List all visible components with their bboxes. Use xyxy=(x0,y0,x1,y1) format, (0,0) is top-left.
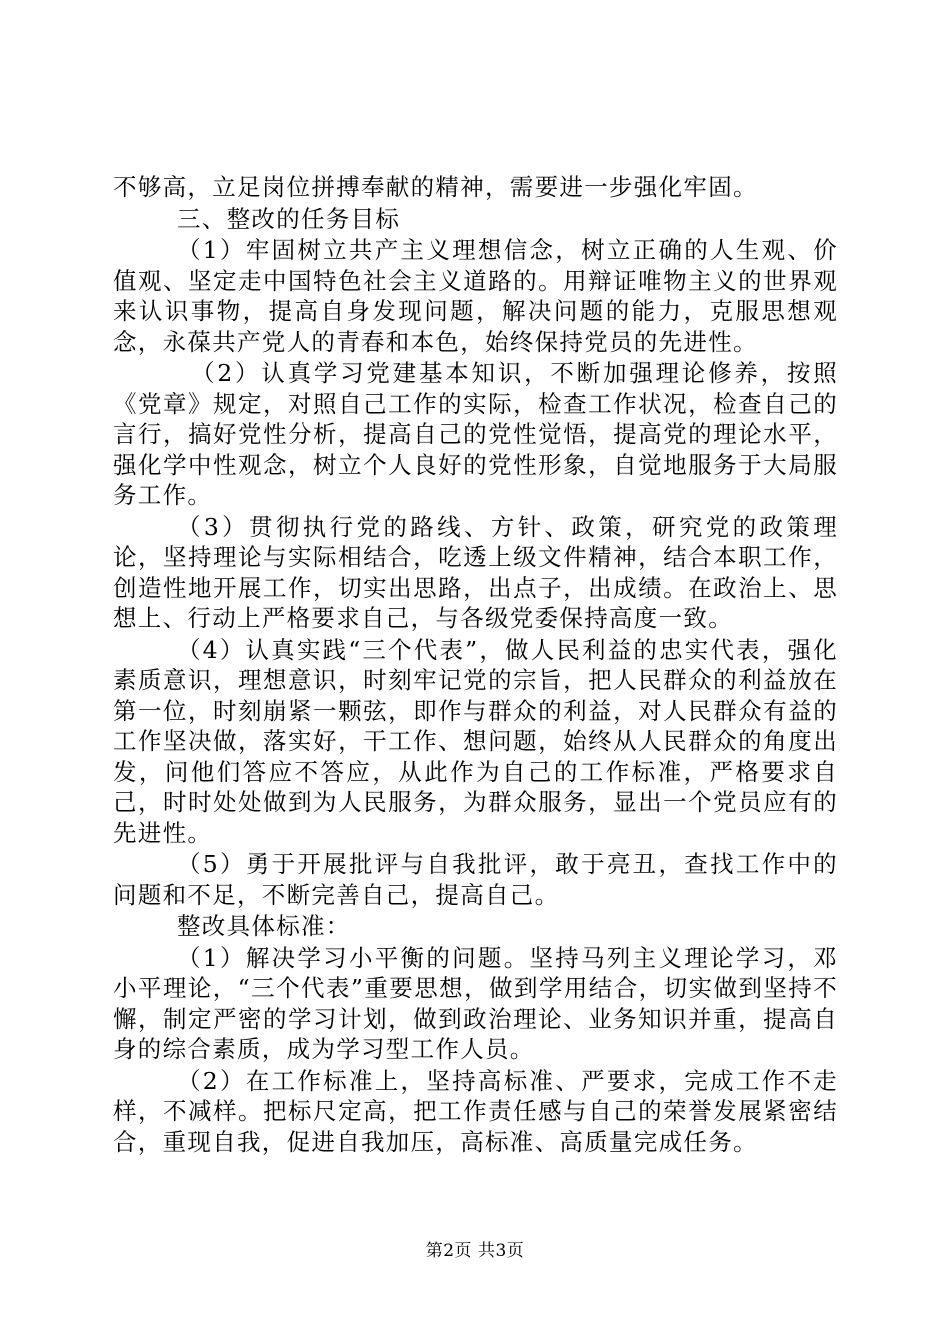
section-heading-standards: 整改具体标准： xyxy=(177,912,351,940)
paragraph-standard-2: （2）在工作标准上，坚持高标准、严要求，完成工作不走样，不减样。把标尺定高，把工作责任感与自己的荣誉发展紧密结合，重现自我，促进自我加压，高标准、高质量完成任务。 xyxy=(113,1066,838,1156)
section-heading-task-goals: 三、整改的任务目标 xyxy=(177,204,401,233)
document-body xyxy=(113,172,838,1157)
paragraph-goal-5: （5）勇于开展批评与自我批评，敢于亮丑，查找工作中的问题和不足，不断完善自己，提高自己。 xyxy=(113,850,838,909)
paragraph-goal-4: （4）认真实践“三个代表”，做人民利益的忠实代表，强化素质意识，理想意识，时刻牢记党的宗旨，把人民群众的利益放在第一位，时刻崩紧一颗弦，即作与群众的利益，对人民群众有益的工作坚决做，落实好，干工作、想问题，始终从人民群众的角度出发，问他们答应不答应，从此作为自己的工作标准，严格要求自己，时时处处做到为人民服务，为群众服务，显出一个党员应有的先进性。 xyxy=(113,635,838,847)
paragraph-goal-1: （1）牢固树立共产主义理想信念，树立正确的人生观、价值观、坚定走中国特色社会主义道路的。用辩证唯物主义的世界观来认识事物，提高自身发现问题，解决问题的能力，克服思想观念，永葆共产党人的青春和本色，始终保持党员的先进性。 xyxy=(113,236,838,356)
paragraph-continuation: 不够高，立足岗位拼搏奉献的精神，需要进一步强化牢固。 xyxy=(113,173,758,201)
page-number-footer: 第2页 共3页 xyxy=(425,1241,525,1261)
paragraph-goal-3: （3）贯彻执行党的路线、方针、政策，研究党的政策理论，坚持理论与实际相结合，吃透上级文件精神，结合本职工作，创造性地开展工作，切实出思路，出点子，出成绩。在政治上、思想上、行动上严格要求自己，与各级党委保持高度一致。 xyxy=(113,512,838,632)
paragraph-goal-2: （2）认真学习党建基本知识，不断加强理论修养，按照《党章》规定，对照自己工作的实际，检查工作状况，检查自己的言行，搞好党性分析，提高自己的党性觉悟，提高党的理论水平，强化学中性观念，树立个人良好的党性形象，自觉地服务于大局服务工作。 xyxy=(113,359,838,509)
paragraph-standard-1: （1）解决学习小平衡的问题。坚持马列主义理论学习，邓小平理论，“三个代表”重要思想，做到学用结合，切实做到坚持不懈，制定严密的学习计划，做到政治理论、业务知识并重，提高自身的综合素质，成为学习型工作人员。 xyxy=(113,943,838,1063)
